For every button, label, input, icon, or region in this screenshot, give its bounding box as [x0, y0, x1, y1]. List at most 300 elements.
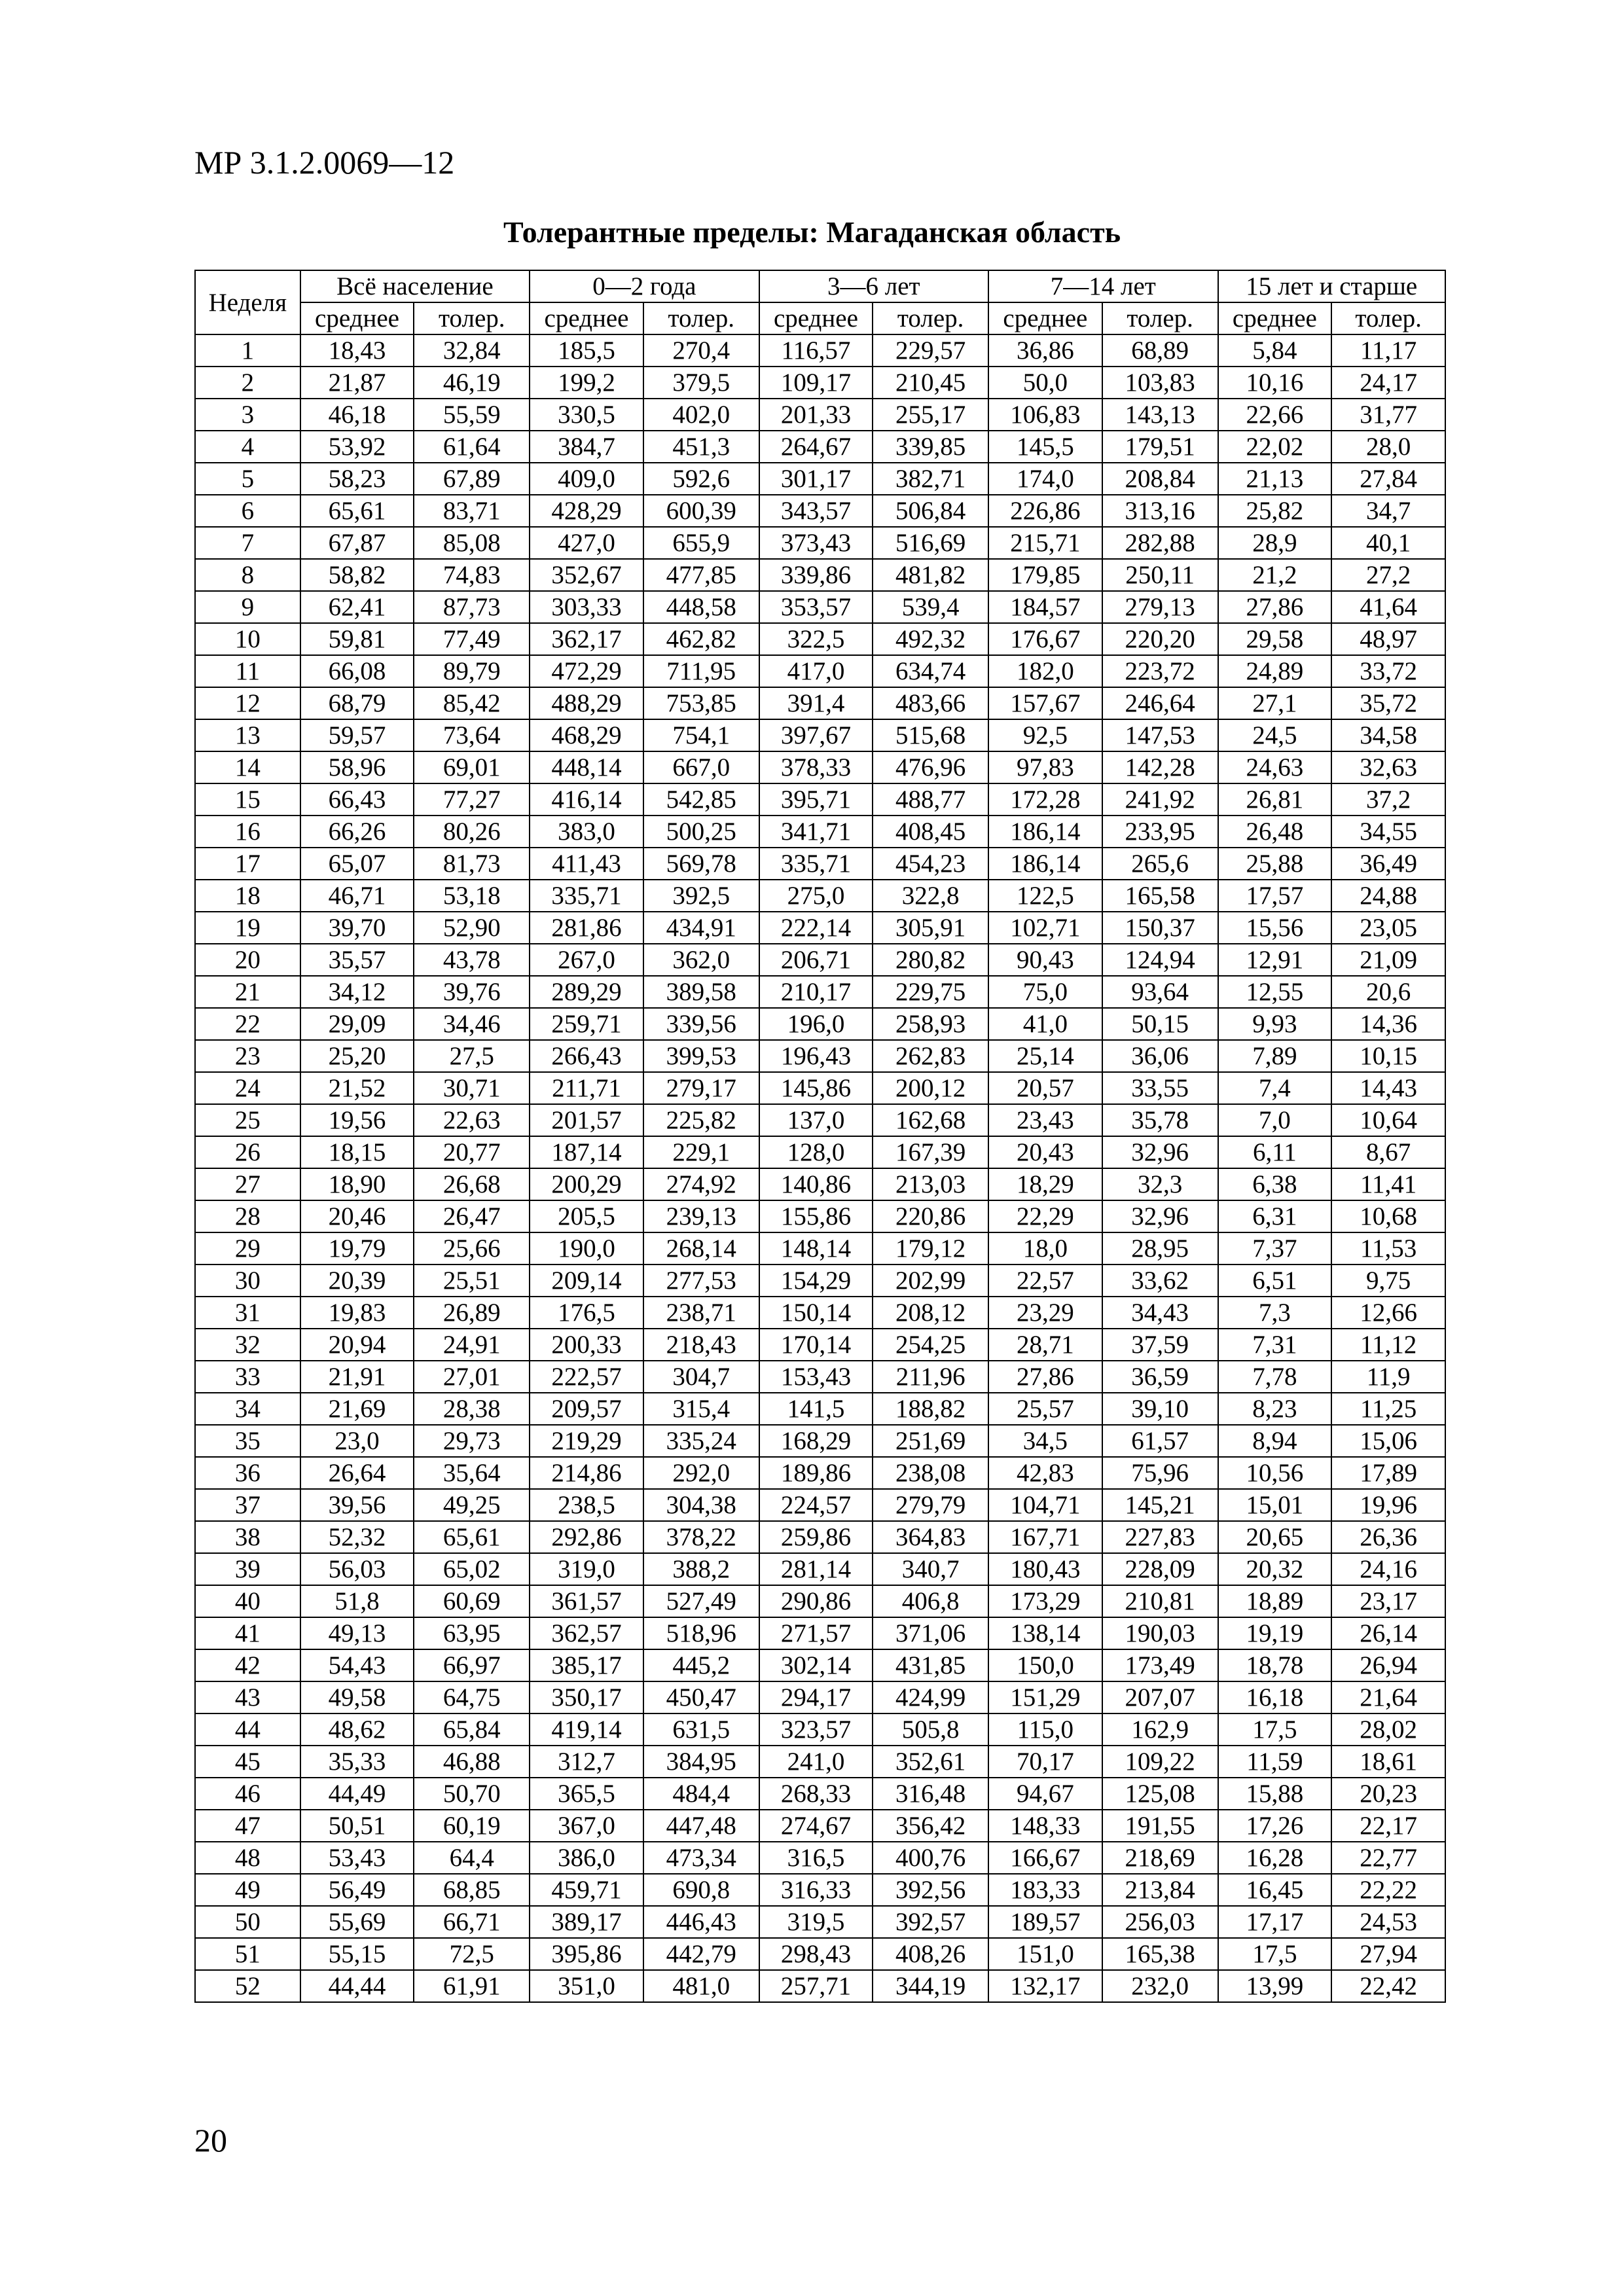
- table-row: [195, 816, 1445, 848]
- age-15-plus-tolerance-cell: 22,22: [1331, 1874, 1445, 1906]
- all-mean-cell: 25,20: [300, 1040, 414, 1072]
- age-15-plus-tolerance-cell: 20,6: [1331, 976, 1445, 1008]
- age-0-2-tolerance-cell: 270,4: [643, 334, 759, 367]
- age-7-14-mean-cell: 184,57: [988, 591, 1102, 623]
- all-tolerance-cell: 85,08: [414, 527, 530, 559]
- all-tolerance-cell: 87,73: [414, 591, 530, 623]
- age-0-2-tolerance-cell: 450,47: [643, 1681, 759, 1713]
- age-7-14-tolerance-cell: 125,08: [1102, 1778, 1218, 1810]
- all-mean-cell: 66,26: [300, 816, 414, 848]
- all-tolerance-cell: 64,4: [414, 1842, 530, 1874]
- age-0-2-tolerance-cell: 518,96: [643, 1617, 759, 1649]
- age-3-6-mean-cell: 155,86: [759, 1200, 873, 1232]
- age-0-2-tolerance-cell: 477,85: [643, 559, 759, 591]
- age-7-14-tolerance-cell: 61,57: [1102, 1425, 1218, 1457]
- age-3-6-tolerance-cell: 539,4: [873, 591, 988, 623]
- week-cell: 32: [195, 1329, 300, 1361]
- all-tolerance-cell: 46,88: [414, 1746, 530, 1778]
- age-15-plus-mean-cell: 6,31: [1218, 1200, 1332, 1232]
- table-row: [195, 1104, 1445, 1136]
- age-0-2-tolerance-cell: 446,43: [643, 1906, 759, 1938]
- age-7-14-tolerance-cell: 103,83: [1102, 367, 1218, 399]
- age-0-2-tolerance-cell: 592,6: [643, 463, 759, 495]
- age-0-2-mean-cell: 200,29: [530, 1168, 643, 1200]
- age-7-14-mean-cell: 176,67: [988, 623, 1102, 655]
- age-7-14-mean-cell: 23,43: [988, 1104, 1102, 1136]
- table-row: [195, 719, 1445, 751]
- age-7-14-tolerance-cell: 218,69: [1102, 1842, 1218, 1874]
- age-3-6-tolerance-cell: 506,84: [873, 495, 988, 527]
- all-mean-cell: 66,08: [300, 655, 414, 687]
- age-0-2-tolerance-cell: 362,0: [643, 944, 759, 976]
- age-7-14-tolerance-cell: 32,96: [1102, 1200, 1218, 1232]
- age-15-plus-tolerance-cell: 23,17: [1331, 1585, 1445, 1617]
- age-3-6-mean-cell: 128,0: [759, 1136, 873, 1168]
- week-cell: 21: [195, 976, 300, 1008]
- age-7-14-tolerance-cell: 210,81: [1102, 1585, 1218, 1617]
- age-0-2-mean-cell: 472,29: [530, 655, 643, 687]
- age-7-14-tolerance-cell: 143,13: [1102, 399, 1218, 431]
- age-0-2-tolerance-cell: 229,1: [643, 1136, 759, 1168]
- age-3-6-mean-cell: 170,14: [759, 1329, 873, 1361]
- age-15-plus-mean-cell: 12,91: [1218, 944, 1332, 976]
- table-row: [195, 880, 1445, 912]
- age-7-14-mean-cell: 50,0: [988, 367, 1102, 399]
- age-15-plus-tolerance-cell: 22,42: [1331, 1970, 1445, 2002]
- age-15-plus-tolerance-cell: 18,61: [1331, 1746, 1445, 1778]
- age-3-6-mean-cell: 391,4: [759, 687, 873, 719]
- age-7-14-mean-cell: 189,57: [988, 1906, 1102, 1938]
- table-row: [195, 976, 1445, 1008]
- table-row: [195, 1265, 1445, 1297]
- age-15-plus-mean-cell: 28,9: [1218, 527, 1332, 559]
- age-3-6-tolerance-cell: 392,56: [873, 1874, 988, 1906]
- age-0-2-tolerance-cell: 304,7: [643, 1361, 759, 1393]
- age-0-2-tolerance-cell: 690,8: [643, 1874, 759, 1906]
- all-tolerance-cell: 72,5: [414, 1938, 530, 1970]
- age-0-2-mean-cell: 219,29: [530, 1425, 643, 1457]
- age-15-plus-mean-cell: 15,01: [1218, 1489, 1332, 1521]
- age-7-14-tolerance-cell: 39,10: [1102, 1393, 1218, 1425]
- age-7-14-tolerance-cell: 207,07: [1102, 1681, 1218, 1713]
- age-15-plus-mean-cell: 25,88: [1218, 848, 1332, 880]
- subheader-mean: среднее: [300, 302, 414, 334]
- age-7-14-mean-cell: 106,83: [988, 399, 1102, 431]
- age-15-plus-tolerance-cell: 11,9: [1331, 1361, 1445, 1393]
- age-0-2-tolerance-cell: 542,85: [643, 783, 759, 816]
- age-15-plus-tolerance-cell: 10,15: [1331, 1040, 1445, 1072]
- week-cell: 10: [195, 623, 300, 655]
- age-3-6-mean-cell: 341,71: [759, 816, 873, 848]
- all-mean-cell: 44,44: [300, 1970, 414, 2002]
- age-0-2-mean-cell: 266,43: [530, 1040, 643, 1072]
- all-tolerance-cell: 63,95: [414, 1617, 530, 1649]
- all-mean-cell: 18,15: [300, 1136, 414, 1168]
- table-row: [195, 591, 1445, 623]
- age-0-2-mean-cell: 367,0: [530, 1810, 643, 1842]
- all-tolerance-cell: 60,19: [414, 1810, 530, 1842]
- age-3-6-tolerance-cell: 251,69: [873, 1425, 988, 1457]
- age-7-14-tolerance-cell: 208,84: [1102, 463, 1218, 495]
- table-row: [195, 1938, 1445, 1970]
- subheader-mean: среднее: [759, 302, 873, 334]
- all-mean-cell: 58,82: [300, 559, 414, 591]
- age-3-6-tolerance-cell: 279,79: [873, 1489, 988, 1521]
- age-3-6-tolerance-cell: 408,45: [873, 816, 988, 848]
- age-15-plus-tolerance-cell: 26,36: [1331, 1521, 1445, 1553]
- week-cell: 29: [195, 1232, 300, 1265]
- all-mean-cell: 34,12: [300, 976, 414, 1008]
- age-15-plus-tolerance-cell: 17,89: [1331, 1457, 1445, 1489]
- age-15-plus-tolerance-cell: 22,17: [1331, 1810, 1445, 1842]
- age-0-2-tolerance-cell: 379,5: [643, 367, 759, 399]
- week-cell: 39: [195, 1553, 300, 1585]
- age-15-plus-tolerance-cell: 27,84: [1331, 463, 1445, 495]
- age-3-6-tolerance-cell: 516,69: [873, 527, 988, 559]
- age-7-14-tolerance-cell: 33,62: [1102, 1265, 1218, 1297]
- age-0-2-mean-cell: 362,57: [530, 1617, 643, 1649]
- table-row: [195, 1200, 1445, 1232]
- age-7-14-mean-cell: 92,5: [988, 719, 1102, 751]
- age-15-plus-tolerance-cell: 19,96: [1331, 1489, 1445, 1521]
- all-mean-cell: 21,52: [300, 1072, 414, 1104]
- all-mean-cell: 21,91: [300, 1361, 414, 1393]
- table-row: [195, 527, 1445, 559]
- week-cell: 31: [195, 1297, 300, 1329]
- age-7-14-mean-cell: 132,17: [988, 1970, 1102, 2002]
- age-15-plus-mean-cell: 9,93: [1218, 1008, 1332, 1040]
- all-mean-cell: 62,41: [300, 591, 414, 623]
- table-row: [195, 1874, 1445, 1906]
- all-tolerance-cell: 20,77: [414, 1136, 530, 1168]
- age-0-2-mean-cell: 350,17: [530, 1681, 643, 1713]
- age-3-6-tolerance-cell: 476,96: [873, 751, 988, 783]
- week-cell: 28: [195, 1200, 300, 1232]
- all-mean-cell: 35,57: [300, 944, 414, 976]
- age-3-6-mean-cell: 281,14: [759, 1553, 873, 1585]
- age-3-6-mean-cell: 316,33: [759, 1874, 873, 1906]
- document-code: МР 3.1.2.0069—12: [194, 144, 455, 181]
- age-3-6-mean-cell: 264,67: [759, 431, 873, 463]
- age-15-plus-tolerance-cell: 26,94: [1331, 1649, 1445, 1681]
- week-cell: 11: [195, 655, 300, 687]
- age-7-14-tolerance-cell: 220,20: [1102, 623, 1218, 655]
- table-row: [195, 559, 1445, 591]
- age-15-plus-mean-cell: 22,02: [1218, 431, 1332, 463]
- group-header-row: [195, 270, 1445, 302]
- all-mean-cell: 55,15: [300, 1938, 414, 1970]
- age-7-14-mean-cell: 172,28: [988, 783, 1102, 816]
- age-15-plus-tolerance-cell: 11,53: [1331, 1232, 1445, 1265]
- age-3-6-mean-cell: 302,14: [759, 1649, 873, 1681]
- table-row: [195, 1906, 1445, 1938]
- table-row: [195, 687, 1445, 719]
- age-0-2-tolerance-cell: 339,56: [643, 1008, 759, 1040]
- age-7-14-tolerance-cell: 233,95: [1102, 816, 1218, 848]
- age-0-2-mean-cell: 365,5: [530, 1778, 643, 1810]
- age-15-plus-tolerance-cell: 28,02: [1331, 1713, 1445, 1746]
- age-0-2-tolerance-cell: 279,17: [643, 1072, 759, 1104]
- all-tolerance-cell: 77,27: [414, 783, 530, 816]
- age-7-14-tolerance-cell: 34,43: [1102, 1297, 1218, 1329]
- week-cell: 40: [195, 1585, 300, 1617]
- age-7-14-tolerance-cell: 32,96: [1102, 1136, 1218, 1168]
- table-row: [195, 1168, 1445, 1200]
- age-15-plus-mean-cell: 19,19: [1218, 1617, 1332, 1649]
- age-3-6-mean-cell: 140,86: [759, 1168, 873, 1200]
- age-0-2-tolerance-cell: 445,2: [643, 1649, 759, 1681]
- table-row: [195, 751, 1445, 783]
- all-tolerance-cell: 64,75: [414, 1681, 530, 1713]
- age-15-plus-mean-cell: 25,82: [1218, 495, 1332, 527]
- age-0-2-tolerance-cell: 388,2: [643, 1553, 759, 1585]
- age-0-2-tolerance-cell: 389,58: [643, 976, 759, 1008]
- age-7-14-mean-cell: 70,17: [988, 1746, 1102, 1778]
- table-row: [195, 1746, 1445, 1778]
- age-3-6-tolerance-cell: 188,82: [873, 1393, 988, 1425]
- week-cell: 20: [195, 944, 300, 976]
- age-0-2-mean-cell: 185,5: [530, 334, 643, 367]
- week-cell: 12: [195, 687, 300, 719]
- table-row: [195, 1553, 1445, 1585]
- age-7-14-mean-cell: 22,57: [988, 1265, 1102, 1297]
- age-7-14-tolerance-cell: 246,64: [1102, 687, 1218, 719]
- age-3-6-mean-cell: 109,17: [759, 367, 873, 399]
- age-3-6-mean-cell: 290,86: [759, 1585, 873, 1617]
- age-0-2-tolerance-cell: 451,3: [643, 431, 759, 463]
- age-7-14-tolerance-cell: 37,59: [1102, 1329, 1218, 1361]
- age-7-14-tolerance-cell: 124,94: [1102, 944, 1218, 976]
- age-3-6-mean-cell: 298,43: [759, 1938, 873, 1970]
- age-3-6-mean-cell: 268,33: [759, 1778, 873, 1810]
- age-3-6-tolerance-cell: 208,12: [873, 1297, 988, 1329]
- age-3-6-tolerance-cell: 492,32: [873, 623, 988, 655]
- age-7-14-tolerance-cell: 147,53: [1102, 719, 1218, 751]
- age-3-6-tolerance-cell: 167,39: [873, 1136, 988, 1168]
- week-cell: 45: [195, 1746, 300, 1778]
- age-3-6-tolerance-cell: 280,82: [873, 944, 988, 976]
- all-mean-cell: 56,03: [300, 1553, 414, 1585]
- age-3-6-mean-cell: 322,5: [759, 623, 873, 655]
- all-mean-cell: 59,57: [300, 719, 414, 751]
- age-15-plus-mean-cell: 16,28: [1218, 1842, 1332, 1874]
- week-cell: 25: [195, 1104, 300, 1136]
- week-cell: 42: [195, 1649, 300, 1681]
- age-7-14-mean-cell: 174,0: [988, 463, 1102, 495]
- age-15-plus-mean-cell: 17,17: [1218, 1906, 1332, 1938]
- age-7-14-mean-cell: 148,33: [988, 1810, 1102, 1842]
- age-0-2-tolerance-cell: 304,38: [643, 1489, 759, 1521]
- subheader-tolerance: толер.: [643, 302, 759, 334]
- all-mean-cell: 20,46: [300, 1200, 414, 1232]
- age-15-plus-mean-cell: 7,31: [1218, 1329, 1332, 1361]
- age-15-plus-tolerance-cell: 11,17: [1331, 334, 1445, 367]
- table-row: [195, 1040, 1445, 1072]
- age-7-14-mean-cell: 215,71: [988, 527, 1102, 559]
- all-mean-cell: 54,43: [300, 1649, 414, 1681]
- age-3-6-mean-cell: 150,14: [759, 1297, 873, 1329]
- age-15-plus-mean-cell: 26,81: [1218, 783, 1332, 816]
- age-0-2-mean-cell: 200,33: [530, 1329, 643, 1361]
- all-mean-cell: 46,18: [300, 399, 414, 431]
- age-0-2-tolerance-cell: 378,22: [643, 1521, 759, 1553]
- age-7-14-mean-cell: 18,0: [988, 1232, 1102, 1265]
- age-7-14-tolerance-cell: 191,55: [1102, 1810, 1218, 1842]
- table-row: [195, 848, 1445, 880]
- all-tolerance-cell: 61,64: [414, 431, 530, 463]
- table-row: [195, 1681, 1445, 1713]
- all-mean-cell: 48,62: [300, 1713, 414, 1746]
- age-15-plus-mean-cell: 13,99: [1218, 1970, 1332, 2002]
- age-0-2-mean-cell: 238,5: [530, 1489, 643, 1521]
- all-mean-cell: 26,64: [300, 1457, 414, 1489]
- all-mean-cell: 20,39: [300, 1265, 414, 1297]
- age-7-14-mean-cell: 186,14: [988, 848, 1102, 880]
- age-3-6-mean-cell: 241,0: [759, 1746, 873, 1778]
- week-cell: 36: [195, 1457, 300, 1489]
- week-cell: 46: [195, 1778, 300, 1810]
- week-cell: 27: [195, 1168, 300, 1200]
- all-mean-cell: 29,09: [300, 1008, 414, 1040]
- age-15-plus-tolerance-cell: 27,94: [1331, 1938, 1445, 1970]
- age-3-6-tolerance-cell: 162,68: [873, 1104, 988, 1136]
- week-cell: 26: [195, 1136, 300, 1168]
- week-cell: 1: [195, 334, 300, 367]
- age-15-plus-tolerance-cell: 40,1: [1331, 527, 1445, 559]
- age-15-plus-mean-cell: 11,59: [1218, 1746, 1332, 1778]
- age-15-plus-tolerance-cell: 21,64: [1331, 1681, 1445, 1713]
- all-tolerance-cell: 77,49: [414, 623, 530, 655]
- all-tolerance-cell: 50,70: [414, 1778, 530, 1810]
- age-3-6-tolerance-cell: 634,74: [873, 655, 988, 687]
- age-0-2-mean-cell: 222,57: [530, 1361, 643, 1393]
- age-7-14-tolerance-cell: 28,95: [1102, 1232, 1218, 1265]
- age-0-2-tolerance-cell: 335,24: [643, 1425, 759, 1457]
- all-tolerance-cell: 26,89: [414, 1297, 530, 1329]
- age-7-14-tolerance-cell: 227,83: [1102, 1521, 1218, 1553]
- age-3-6-tolerance-cell: 179,12: [873, 1232, 988, 1265]
- age-7-14-mean-cell: 25,14: [988, 1040, 1102, 1072]
- age-0-2-tolerance-cell: 399,53: [643, 1040, 759, 1072]
- age-0-2-mean-cell: 289,29: [530, 976, 643, 1008]
- all-mean-cell: 50,51: [300, 1810, 414, 1842]
- age-7-14-mean-cell: 104,71: [988, 1489, 1102, 1521]
- all-tolerance-cell: 39,76: [414, 976, 530, 1008]
- all-mean-cell: 52,32: [300, 1521, 414, 1553]
- age-15-plus-tolerance-cell: 26,14: [1331, 1617, 1445, 1649]
- age-7-14-tolerance-cell: 68,89: [1102, 334, 1218, 367]
- all-mean-cell: 56,49: [300, 1874, 414, 1906]
- age-0-2-tolerance-cell: 600,39: [643, 495, 759, 527]
- age-15-plus-tolerance-cell: 10,68: [1331, 1200, 1445, 1232]
- age-15-plus-tolerance-cell: 33,72: [1331, 655, 1445, 687]
- all-tolerance-cell: 46,19: [414, 367, 530, 399]
- age-7-14-tolerance-cell: 190,03: [1102, 1617, 1218, 1649]
- week-cell: 37: [195, 1489, 300, 1521]
- age-15-plus-tolerance-cell: 11,25: [1331, 1393, 1445, 1425]
- all-tolerance-cell: 35,64: [414, 1457, 530, 1489]
- all-tolerance-cell: 74,83: [414, 559, 530, 591]
- age-0-2-tolerance-cell: 434,91: [643, 912, 759, 944]
- table-row: [195, 1297, 1445, 1329]
- age-3-6-mean-cell: 224,57: [759, 1489, 873, 1521]
- age-15-plus-tolerance-cell: 34,7: [1331, 495, 1445, 527]
- age-0-2-tolerance-cell: 384,95: [643, 1746, 759, 1778]
- age-3-6-tolerance-cell: 340,7: [873, 1553, 988, 1585]
- all-tolerance-cell: 66,71: [414, 1906, 530, 1938]
- age-0-2-tolerance-cell: 473,34: [643, 1842, 759, 1874]
- all-tolerance-cell: 53,18: [414, 880, 530, 912]
- all-mean-cell: 49,58: [300, 1681, 414, 1713]
- age-15-plus-mean-cell: 7,4: [1218, 1072, 1332, 1104]
- age-3-6-mean-cell: 222,14: [759, 912, 873, 944]
- age-15-plus-mean-cell: 6,38: [1218, 1168, 1332, 1200]
- age-3-6-tolerance-cell: 316,48: [873, 1778, 988, 1810]
- age-15-plus-mean-cell: 15,88: [1218, 1778, 1332, 1810]
- all-mean-cell: 67,87: [300, 527, 414, 559]
- age-7-14-tolerance-cell: 75,96: [1102, 1457, 1218, 1489]
- age-15-plus-mean-cell: 7,37: [1218, 1232, 1332, 1265]
- table-row: [195, 623, 1445, 655]
- age-3-6-mean-cell: 378,33: [759, 751, 873, 783]
- age-0-2-tolerance-cell: 655,9: [643, 527, 759, 559]
- week-cell: 14: [195, 751, 300, 783]
- age-7-14-tolerance-cell: 109,22: [1102, 1746, 1218, 1778]
- week-cell: 44: [195, 1713, 300, 1746]
- age-15-plus-tolerance-cell: 35,72: [1331, 687, 1445, 719]
- subheader-mean: среднее: [1218, 302, 1332, 334]
- age-15-plus-mean-cell: 7,78: [1218, 1361, 1332, 1393]
- age-0-2-tolerance-cell: 238,71: [643, 1297, 759, 1329]
- all-tolerance-cell: 25,66: [414, 1232, 530, 1265]
- all-tolerance-cell: 30,71: [414, 1072, 530, 1104]
- age-15-plus-tolerance-cell: 34,55: [1331, 816, 1445, 848]
- table-row: [195, 463, 1445, 495]
- age-15-plus-mean-cell: 24,5: [1218, 719, 1332, 751]
- age-3-6-tolerance-cell: 481,82: [873, 559, 988, 591]
- age-0-2-mean-cell: 259,71: [530, 1008, 643, 1040]
- group-header-age-3-6: 3—6 лет: [759, 270, 988, 302]
- age-3-6-mean-cell: 301,17: [759, 463, 873, 495]
- age-0-2-mean-cell: 176,5: [530, 1297, 643, 1329]
- age-3-6-mean-cell: 206,71: [759, 944, 873, 976]
- all-mean-cell: 65,61: [300, 495, 414, 527]
- age-0-2-tolerance-cell: 268,14: [643, 1232, 759, 1265]
- age-15-plus-mean-cell: 10,56: [1218, 1457, 1332, 1489]
- all-mean-cell: 68,79: [300, 687, 414, 719]
- table-row: [195, 1585, 1445, 1617]
- age-15-plus-tolerance-cell: 12,66: [1331, 1297, 1445, 1329]
- week-cell: 51: [195, 1938, 300, 1970]
- age-7-14-mean-cell: 151,29: [988, 1681, 1102, 1713]
- age-3-6-tolerance-cell: 210,45: [873, 367, 988, 399]
- all-mean-cell: 58,96: [300, 751, 414, 783]
- age-3-6-mean-cell: 153,43: [759, 1361, 873, 1393]
- table-row: [195, 1425, 1445, 1457]
- age-0-2-mean-cell: 389,17: [530, 1906, 643, 1938]
- table-row: [195, 655, 1445, 687]
- age-3-6-mean-cell: 137,0: [759, 1104, 873, 1136]
- age-0-2-tolerance-cell: 315,4: [643, 1393, 759, 1425]
- age-15-plus-tolerance-cell: 36,49: [1331, 848, 1445, 880]
- age-7-14-tolerance-cell: 179,51: [1102, 431, 1218, 463]
- age-0-2-mean-cell: 201,57: [530, 1104, 643, 1136]
- all-mean-cell: 39,56: [300, 1489, 414, 1521]
- age-7-14-tolerance-cell: 282,88: [1102, 527, 1218, 559]
- age-0-2-mean-cell: 386,0: [530, 1842, 643, 1874]
- age-15-plus-mean-cell: 16,45: [1218, 1874, 1332, 1906]
- week-cell: 6: [195, 495, 300, 527]
